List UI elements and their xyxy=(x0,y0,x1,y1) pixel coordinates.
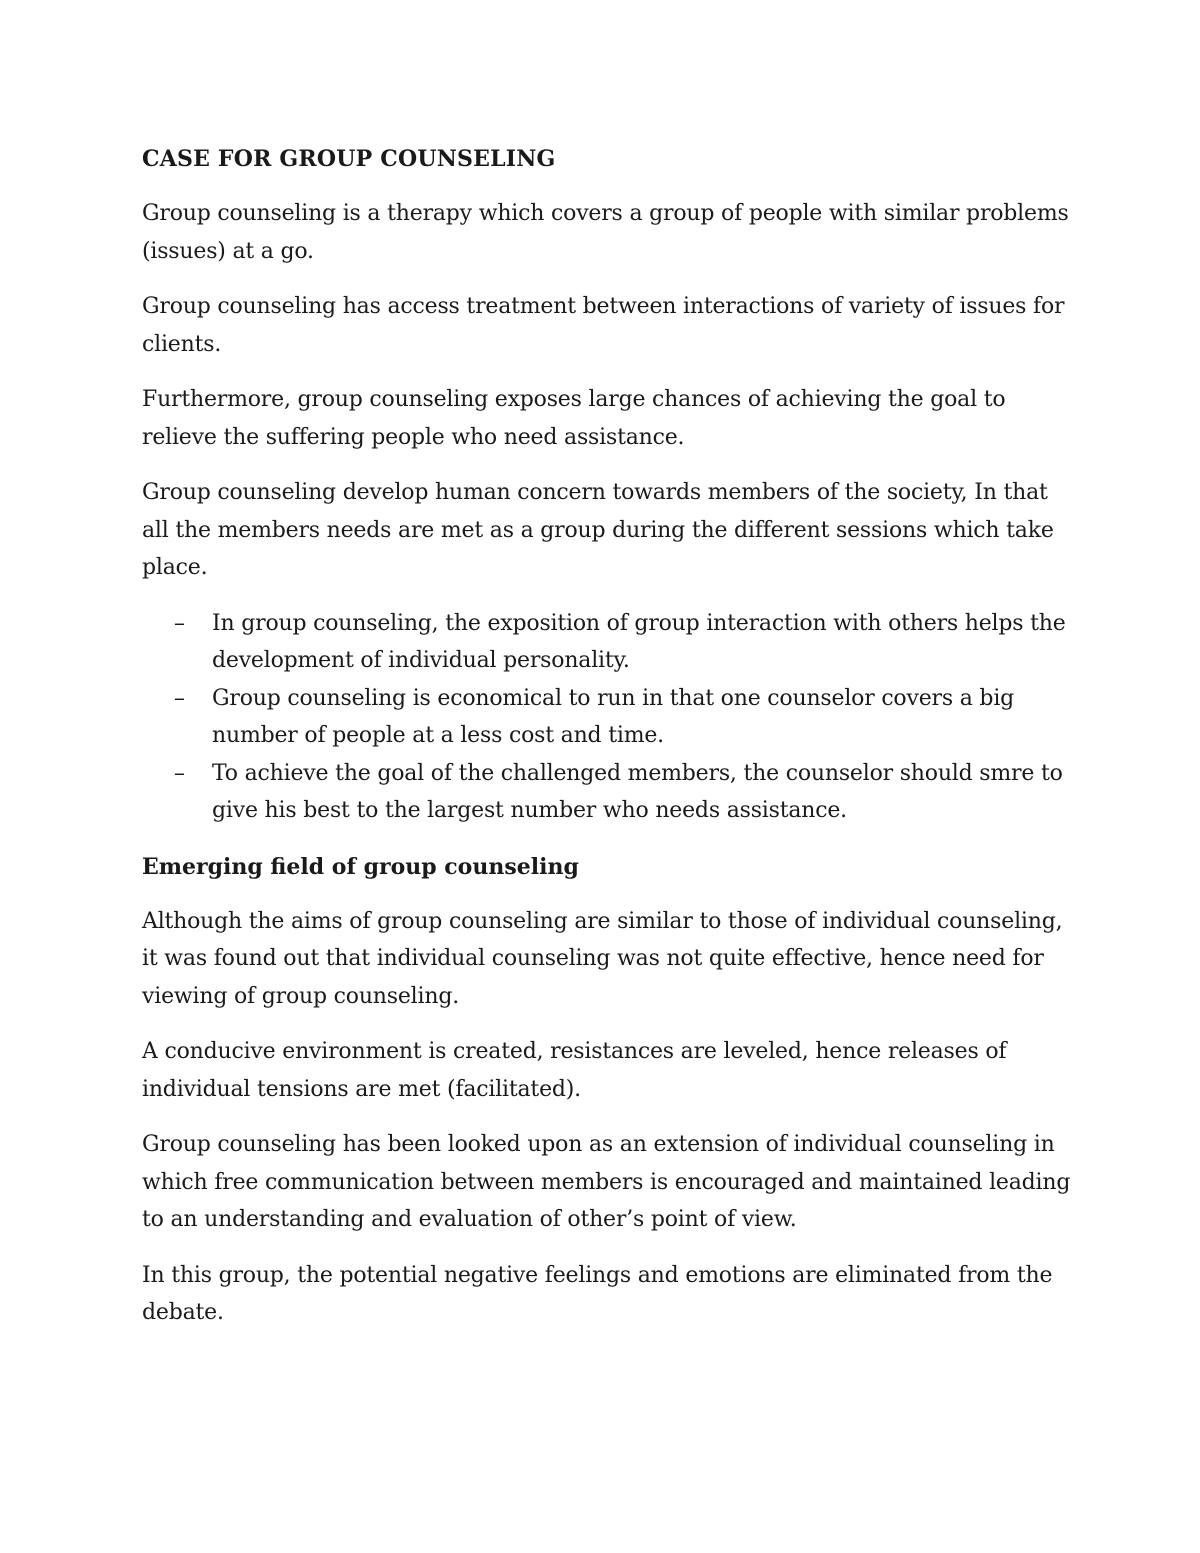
section-heading: Emerging field of group counseling xyxy=(142,853,579,880)
dash-bullet-icon: – xyxy=(174,760,185,786)
paragraph-extension: Group counseling has been looked upon as an extension of individual counseling in which free communication between members is encouraged and maintained leading to an understanding and evaluation of other’s point of view. xyxy=(142,1132,1071,1232)
paragraph-definition: Group counseling is a therapy which covers a group of people with similar problems (issues) at a go. xyxy=(142,201,1069,264)
paragraph-access-treatment: Group counseling has access treatment between interactions of variety of issues for clients. xyxy=(142,294,1065,357)
bullet-list xyxy=(142,605,1072,830)
paragraph-environment: A conducive environment is created, resistances are leveled, hence releases of individual tensions are met (facilitated). xyxy=(142,1039,1007,1102)
bullet-item xyxy=(142,605,1072,680)
bullet-item xyxy=(142,680,1072,755)
paragraph-negative-feelings: In this group, the potential negative feelings and emotions are eliminated from the debate. xyxy=(142,1262,1053,1325)
bullet-item xyxy=(142,755,1072,830)
dash-bullet-icon: – xyxy=(174,610,185,636)
paragraph-chances: Furthermore, group counseling exposes large chances of achieving the goal to relieve the suffering people who need assistance. xyxy=(142,387,1006,450)
paragraph-human-concern: Group counseling develop human concern towards members of the society, In that all the members needs are met as a group during the different sessions which take place. xyxy=(142,480,1054,580)
bullet-text: Group counseling is economical to run in that one counselor covers a big number of people at a less cost and time. xyxy=(212,685,1015,748)
paragraph-aims: Although the aims of group counseling are similar to those of individual counseling, it was found out that individual counseling was not quite effective, hence need for viewing of group counseling. xyxy=(142,908,1063,1009)
bullet-text: To achieve the goal of the challenged members, the counselor should smre to give his best to the largest number who needs assistance. xyxy=(212,760,1063,823)
document-title: CASE FOR GROUP COUNSELING xyxy=(142,146,556,172)
bullet-text: In group counseling, the exposition of group interaction with others helps the development of individual personality. xyxy=(212,610,1066,673)
dash-bullet-icon: – xyxy=(174,685,185,711)
document-page xyxy=(142,140,1072,1350)
